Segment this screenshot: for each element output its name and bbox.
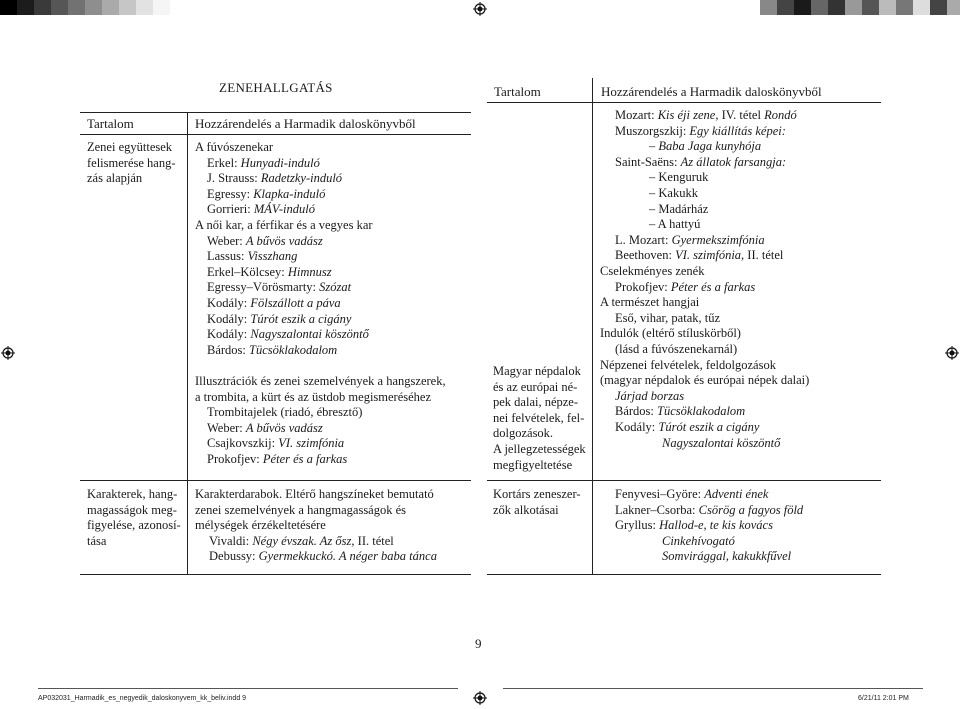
- registration-mark-icon: [473, 691, 487, 705]
- list-item: Beethoven: VI. szimfónia, II. tétel: [615, 248, 784, 263]
- topic-line: zők alkotásai: [493, 502, 559, 517]
- list-item: Indulók (eltérő stíluskörből): [600, 326, 741, 341]
- list-item: Saint-Saëns: Az állatok farsangja:: [615, 154, 787, 169]
- topic-line: dolgozások.: [493, 426, 554, 441]
- page-title: ZENEHALLGATÁS: [219, 80, 333, 95]
- list-item: – Kenguruk: [649, 170, 709, 185]
- topic-line: Magyar népdalok: [493, 364, 581, 378]
- topic-line: Karakterek, hang-: [87, 487, 178, 501]
- list-item: Csajkovszkij: VI. szimfónia: [207, 436, 345, 451]
- topic-line: és az európai né-: [493, 379, 578, 394]
- list-item: Bárdos: Tücsöklakodalom: [207, 342, 338, 357]
- list-item: Gorrieri: MÁV-induló: [207, 202, 315, 217]
- topic-line: felismerése hang-: [87, 155, 176, 170]
- topic-line: nei felvételek, fel-: [493, 410, 585, 425]
- list-item: J. Strauss: Radetzky-induló: [207, 171, 343, 186]
- list-item: Cinkehívogató: [662, 533, 735, 548]
- list-item: Lakner–Csorba: Csörög a fagyos föld: [615, 502, 804, 517]
- topic-line: pek dalai, népze-: [493, 395, 579, 410]
- topic-line: magasságok meg-: [87, 502, 177, 517]
- list-item: Muszorgszkij: Egy kiállítás képei:: [615, 123, 786, 138]
- list-item: Egressy: Klapka-induló: [207, 186, 326, 201]
- list-item: Járjad borzas: [615, 388, 685, 403]
- table-rule: [80, 134, 471, 135]
- table-rule: [487, 480, 881, 481]
- list-item: a trombita, a kürt és az üstdob megismeréséhez: [195, 389, 432, 404]
- list-item: Prokofjev: Péter és a farkas: [207, 452, 348, 466]
- column-header-assignment: Hozzárendelés a Harmadik daloskönyvből: [195, 116, 416, 131]
- slug-rule: [38, 688, 458, 689]
- list-item: Bárdos: Tücsöklakodalom: [615, 404, 746, 419]
- topic-line: figyelése, azonosí-: [87, 518, 181, 533]
- slug-rule: [503, 688, 923, 689]
- list-item: Debussy: Gyermekkuckó. A néger baba tánca: [209, 549, 437, 564]
- list-item: Kodály: Nagyszalontai köszöntő: [207, 327, 369, 342]
- slug-timestamp: 6/21/11 2:01 PM: [858, 695, 909, 702]
- list-item: – A hattyú: [649, 217, 701, 232]
- table-rule: [487, 102, 881, 103]
- list-item: Fenyvesi–Györe: Adventi ének: [615, 487, 769, 501]
- list-item: Nagyszalontai köszöntő: [662, 435, 781, 450]
- list-item: Eső, vihar, patak, tűz: [615, 310, 721, 325]
- slug-filename: AP032031_Harmadik_es_negyedik_daloskonyvem_kk_beliv.indd 9: [38, 695, 247, 702]
- list-item: Prokofjev: Péter és a farkas: [615, 279, 756, 294]
- list-item: Erkel: Hunyadi-induló: [207, 155, 320, 170]
- column-header-assignment: Hozzárendelés a Harmadik daloskönyvből: [601, 84, 822, 99]
- column-divider: [187, 112, 188, 574]
- list-item: Lassus: Visszhang: [207, 249, 298, 264]
- list-item: (lásd a fúvószenekarnál): [615, 342, 738, 356]
- list-item: – Baba Jaga kunyhója: [649, 139, 762, 154]
- list-item: Weber: A bűvös vadász: [207, 420, 323, 435]
- list-item: Vivaldi: Négy évszak. Az ősz, II. tétel: [209, 533, 394, 548]
- topic-line: Kortárs zeneszer-: [493, 487, 581, 501]
- list-item: Mozart: Kis éji zene, IV. tétel Rondó: [615, 108, 797, 122]
- table-rule: [80, 574, 471, 575]
- list-item: Gryllus: Hallod-e, te kis kovács: [615, 518, 773, 533]
- list-item: (magyar népdalok és európai népek dalai): [600, 373, 810, 388]
- registration-mark-icon: [1, 346, 15, 360]
- topic-line: A jellegzetességek: [493, 442, 586, 456]
- list-item: Erkel–Kölcsey: Himnusz: [207, 264, 332, 279]
- list-item: Weber: A bűvös vadász: [207, 233, 323, 248]
- registration-mark-icon: [473, 2, 487, 16]
- topic-line: tása: [87, 533, 107, 548]
- list-item: Kodály: Túrót eszik a cigány: [207, 311, 352, 326]
- topic-line: megfigyeltetése: [493, 457, 573, 472]
- list-item: Cselekményes zenék: [600, 264, 705, 278]
- registration-mark-icon: [945, 346, 959, 360]
- list-item: A női kar, a férfikar és a vegyes kar: [195, 218, 373, 232]
- list-item: mélységek érzékeltetésére: [195, 518, 326, 533]
- list-item: Karakterdarabok. Eltérő hangszíneket bemutató: [195, 487, 434, 501]
- table-rule: [487, 574, 881, 575]
- table-rule: [80, 112, 471, 113]
- list-item: A természet hangjai: [600, 295, 700, 310]
- table-rule: [80, 480, 471, 481]
- topic-line: Zenei együttesek: [87, 140, 173, 154]
- list-item: Illusztrációk és zenei szemelvények a hangszerek,: [195, 374, 446, 388]
- list-item: zenei szemelvények a hangmagasságok és: [195, 502, 407, 517]
- column-header-content: Tartalom: [87, 116, 134, 131]
- list-item: Egressy–Vörösmarty: Szózat: [207, 280, 352, 295]
- list-item: – Kakukk: [649, 186, 698, 200]
- list-item: L. Mozart: Gyermekszimfónia: [615, 232, 765, 247]
- page-number: 9: [475, 636, 482, 651]
- topic-line: zás alapján: [87, 171, 143, 186]
- list-item: Kodály: Fölszállott a páva: [207, 296, 341, 310]
- list-item: Kodály: Túrót eszik a cigány: [615, 420, 760, 434]
- list-item: A fúvószenekar: [195, 140, 274, 154]
- list-item: Trombitajelek (riadó, ébresztő): [207, 405, 363, 420]
- list-item: Somvirággal, kakukkfűvel: [662, 549, 792, 564]
- column-divider: [592, 78, 593, 574]
- column-header-content: Tartalom: [494, 84, 541, 99]
- list-item: – Madárház: [649, 201, 709, 216]
- list-item: Népzenei felvételek, feldolgozások: [600, 357, 776, 372]
